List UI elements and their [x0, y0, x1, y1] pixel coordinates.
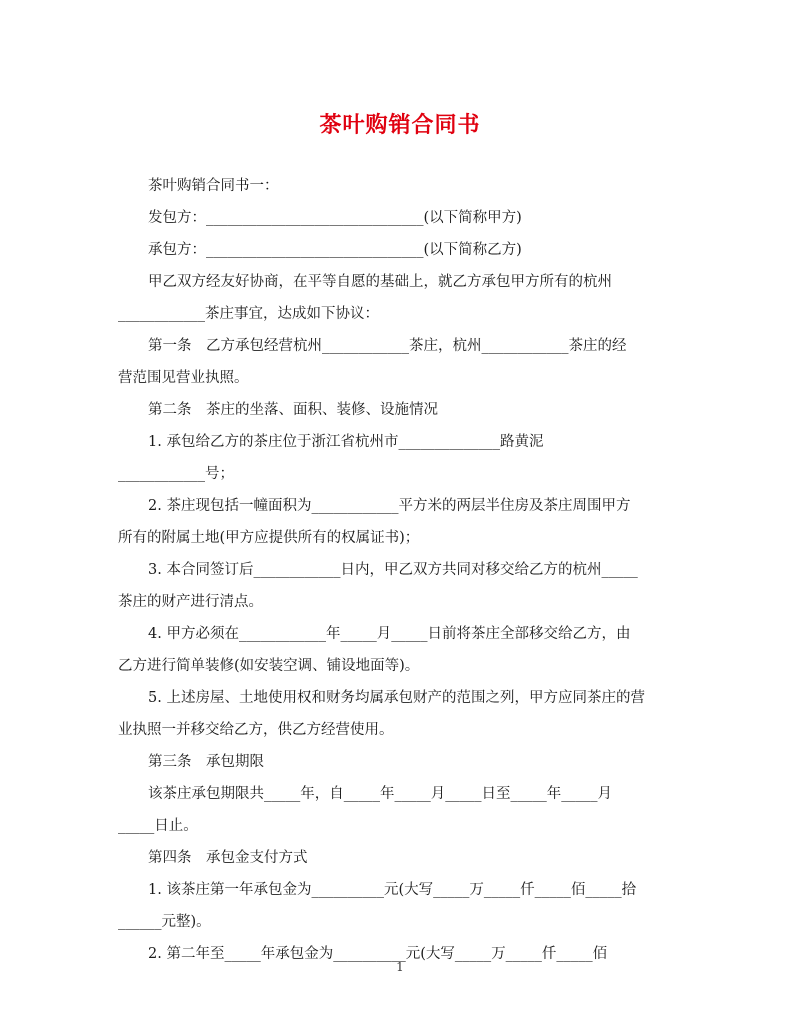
- paragraph-line: 4. 甲方必须在____________年_____月_____日前将茶庄全部移交给乙方，由: [148, 626, 631, 642]
- paragraph-line: 第二条 茶庄的坐落、面积、装修、设施情况: [148, 402, 438, 418]
- document-body: [118, 170, 688, 970]
- paragraph-line: 乙方进行简单装修(如安装空调、铺设地面等)。: [118, 658, 420, 674]
- paragraph-line: 业执照一并移交给乙方，供乙方经营使用。: [118, 722, 394, 738]
- paragraph-line: 所有的附属土地(甲方应提供所有的权属证书)；: [118, 530, 420, 546]
- paragraph-line: 承包方：______________________________(以下简称乙方): [148, 242, 522, 258]
- paragraph-line: 5. 上述房屋、土地使用权和财务均属承包财产的范围之列，甲方应同茶庄的营: [148, 690, 645, 706]
- paragraph-line: _____日止。: [118, 818, 198, 834]
- paragraph-line: 茶叶购销合同书一：: [148, 178, 279, 194]
- paragraph-line: ______元整)。: [118, 914, 211, 930]
- page-number: 1: [396, 960, 404, 974]
- document-title: 茶叶购销合同书: [319, 112, 481, 138]
- paragraph-line: 1. 该茶庄第一年承包金为__________元(大写_____万_____仟_____佰_____拾: [148, 882, 637, 898]
- paragraph-line: ____________号；: [118, 466, 234, 482]
- paragraph-line: 茶庄的财产进行清点。: [118, 594, 263, 610]
- paragraph-line: 该茶庄承包期限共_____年，自_____年_____月_____日至_____年_____月: [148, 786, 612, 802]
- paragraph-line: 甲乙双方经友好协商，在平等自愿的基础上，就乙方承包甲方所有的杭州: [148, 274, 612, 290]
- paragraph-line: 3. 本合同签订后____________日内，甲乙双方共同对移交给乙方的杭州_____: [148, 562, 638, 578]
- paragraph-line: 1. 承包给乙方的茶庄位于浙江省杭州市______________路黄泥: [148, 434, 544, 450]
- paragraph-line: 营范围见营业执照。: [118, 370, 249, 386]
- paragraph-line: ____________茶庄事宜，达成如下协议：: [118, 306, 379, 322]
- paragraph-line: 2. 第二年至_____年承包金为__________元(大写_____万_____仟_____佰: [148, 946, 608, 962]
- paragraph-line: 发包方：______________________________(以下简称甲方): [148, 210, 522, 226]
- paragraph-line: 第四条 承包金支付方式: [148, 850, 308, 866]
- paragraph-line: 2. 茶庄现包括一幢面积为____________平方米的两层半住房及茶庄周围甲方: [148, 498, 631, 514]
- paragraph-line: 第三条 承包期限: [148, 754, 264, 770]
- paragraph-line: 第一条 乙方承包经营杭州____________茶庄，杭州____________茶庄的经: [148, 338, 627, 354]
